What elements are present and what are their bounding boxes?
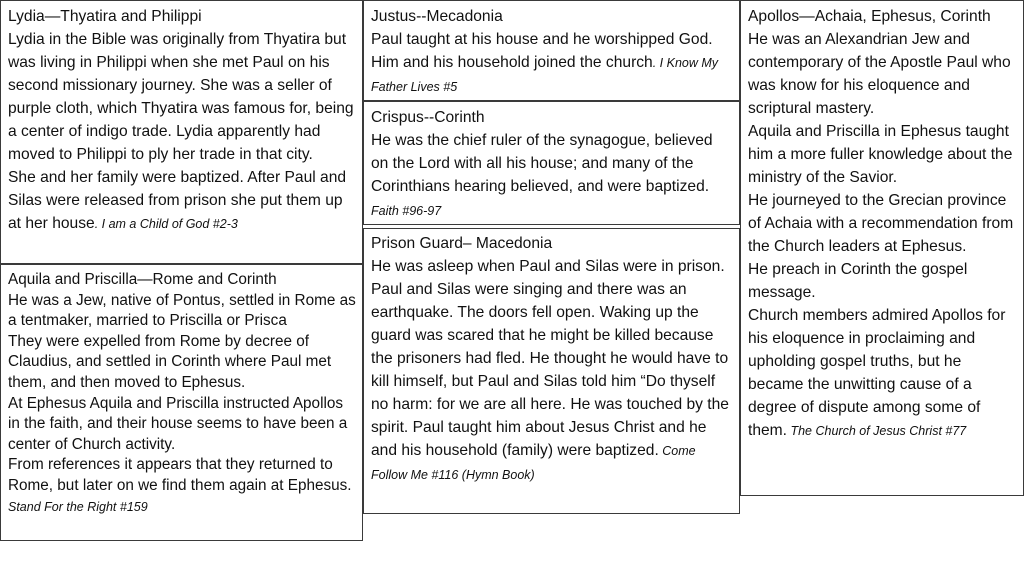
justus-card: [363, 0, 740, 101]
crispus-title: Crispus--Corinth: [371, 109, 485, 126]
lydia-title: Lydia—Thyatira and Philippi: [8, 8, 202, 25]
aquila-paragraph-2: They were expelled from Rome by decree of Claudius, and settled in Corinth where Paul met them, and then moved to Ephesus.: [8, 332, 332, 391]
justus-paragraph-1: Paul taught at his house and he worshipped God. Him and his household joined the church: [371, 31, 713, 71]
guard-paragraph-1: He was asleep when Paul and Silas were in prison. Paul and Silas were singing and there was an earthquake. The doors fell open. Waking up the guard was scared that he might be killed because the prisoners had fled. He thought he would have to kill himself, but Paul and Silas told him “Do thyself no harm: for we are all here. He was touched by the spirit. Paul taught him about Jesus Christ and he and his household (family) were baptized.: [371, 258, 729, 459]
aquila-song-reference: Stand For the Right #159: [8, 499, 148, 514]
guard-title: Prison Guard– Macedonia: [371, 235, 553, 252]
lydia-card: [0, 0, 363, 264]
aquila-paragraph-4: From references it appears that they returned to Rome, but later on we find them again at Ephesus.: [8, 456, 352, 494]
prison-guard-card: [363, 228, 740, 514]
lydia-paragraph-2: She and her family were baptized. After Paul and Silas were released from prison she put them up at her house: [8, 169, 347, 232]
apollos-song-reference: The Church of Jesus Christ #77: [787, 424, 967, 438]
crispus-card: [363, 101, 740, 225]
apollos-title: Apollos—Achaia, Ephesus, Corinth: [748, 8, 991, 25]
justus-song-reference: . I Know My Father Lives #5: [371, 56, 719, 94]
aquila-priscilla-card: [0, 264, 363, 541]
justus-title: Justus--Mecadonia: [371, 8, 503, 25]
lydia-paragraph-1: Lydia in the Bible was originally from Thyatira but was living in Philippi when she met Paul on his second missionary journey. She was a seller of purple cloth, which Thyatira was famous for, being a center of indigo trade. Lydia apparently had moved to Philippi to ply her trade in that city.: [8, 31, 354, 163]
apollos-card: [740, 0, 1024, 496]
crispus-paragraph-1: He was the chief ruler of the synagogue, believed on the Lord with all his house; and many of the Corinthians hearing believed, and were baptized.: [371, 132, 713, 195]
apollos-paragraph-3: He journeyed to the Grecian province of Achaia with a recommendation from the Church leaders at Ephesus.: [748, 192, 1014, 255]
lydia-song-reference: . I am a Child of God #2-3: [94, 217, 238, 231]
apollos-paragraph-1: He was an Alexandrian Jew and contemporary of the Apostle Paul who was know for his eloquence and scriptural mastery.: [748, 31, 1011, 117]
aquila-paragraph-1: He was a Jew, native of Pontus, settled in Rome as a tentmaker, married to Priscilla or Prisca: [8, 291, 356, 330]
guard-song-reference: Come Follow Me #116 (Hymn Book): [371, 444, 696, 482]
aquila-paragraph-3: At Ephesus Aquila and Priscilla instructed Apollos in the faith, and their house seems to have been a center of Church activity.: [8, 394, 348, 453]
crispus-song-reference: Faith #96-97: [371, 204, 442, 218]
apollos-paragraph-2: Aquila and Priscilla in Ephesus taught him a more fuller knowledge about the ministry of the Savior.: [748, 123, 1013, 186]
apollos-paragraph-4: He preach in Corinth the gospel message.: [748, 261, 968, 301]
apollos-paragraph-5: Church members admired Apollos for his eloquence in proclaiming and upholding gospel truths, but he became the unwitting cause of a degree of dispute among some of them.: [748, 307, 1006, 439]
aquila-title: Aquila and Priscilla—Rome and Corinth: [8, 271, 277, 288]
